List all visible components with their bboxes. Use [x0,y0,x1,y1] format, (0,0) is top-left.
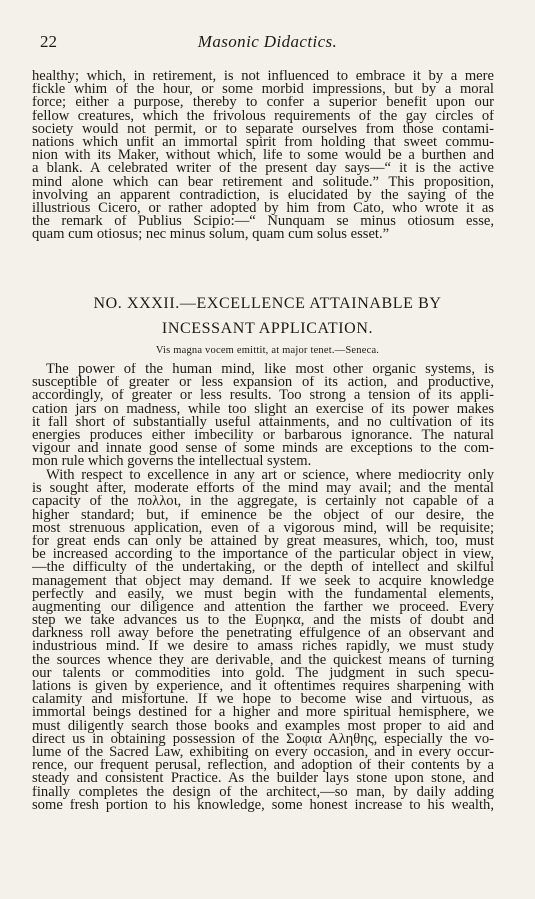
text-line: energies produces either imbecility or barbarous ignorance. The natural [32,428,494,443]
text-line: nations which unfit an immortal spirit from holding that sweet commu- [32,135,494,150]
text-line: force; either a purpose, thereby to confer a superior benefit upon our [32,96,494,110]
continued-paragraph [32,70,494,241]
text-line: With respect to excellence in any art or science, where mediocrity only [46,469,494,483]
text-line: society would not permit, or to separate ourselves from those contami- [32,122,494,136]
text-line: rence, our frequent perusal, reflection, and adoption of their contents by a [32,759,494,773]
text-line: mind alone which can bear retirement and solitude.” This proposition, [32,175,494,189]
text-line: calamity and misfortune. If we hope to become wise and virtuous, as [32,693,494,707]
text-line: industrious mind. If we desire to amass riches rapidly, we must study [32,640,494,654]
section-heading-line-2: INCESSANT APPLICATION. [161,320,374,337]
text-line: most strenuous application, even of a vigorous mind, will be requisite; [32,521,494,535]
text-line: a blank. A celebrated writer of the present day says—“ it is the active [32,162,494,176]
epigraph: Vis magna vocem emittit, at major tenet.—Seneca. [155,345,380,356]
text-line: fickle whim of the hour, or some morbid impressions, but by a moral [32,83,494,97]
text-line: —the difficulty of the undertaking, or the depth of intellect and skilful [32,561,494,575]
text-line: vigour and innate good sense of some minds are exceptions to the com- [32,442,494,456]
text-line: the remark of Publius Scipio:—“ Nunquam se minus otiosum esse, [32,215,494,229]
text-line: the sources whence they are derivable, and the quickest means of turning [32,653,494,667]
text-line: higher standard; but, if eminence be the object of our desire, the [32,508,494,522]
text-line: illustrious Cicero, or rather adopted by him from Cato, who wrote it as [32,201,494,216]
text-line: immortal beings destined for a higher and more spiritual hemisphere, we [32,706,494,720]
text-line: healthy; which, in retirement, is not influenced to embrace it by a mere [32,70,494,84]
text-line: capacity of the πολλοι, in the aggregate, is certainly not capable of a [32,495,494,509]
text-line: our talents or commodities into gold. The judgment in such specu- [32,666,494,680]
text-line: finally completes the design of the architect,—so man, by daily adding [32,785,494,799]
text-line: direct us in obtaining possession of the Σοφια Αληθης, especially the vo- [32,732,494,746]
text-line: susceptible of greater or less expansion of its action, and productive, [32,376,494,390]
text-line: quam cum otiosus; nec minus solum, quam cum solus esset.” [32,228,390,242]
text-line: lume of the Sacred Law, exhibiting on every occasion, and in every occur- [32,745,494,760]
paragraph-1 [32,363,494,469]
text-line: is sought after, moderate efforts of the mind may avail; and the mental [32,482,494,496]
text-line: nion with its Maker, without which, life to some would be a burthen and [32,149,494,163]
paragraph-2 [32,469,494,812]
page-header [40,32,495,54]
text-line: management that object may demand. If we seek to acquire knowledge [32,574,494,588]
text-line: The power of the human mind, like most other organic systems, is [46,363,494,377]
text-line: mon rule which governs the intellectual system. [32,455,312,469]
text-line: lations is given by experience, and it oftentimes requires sharpening with [32,680,494,694]
text-line: some fresh portion to his knowledge, some honest increase to his wealth, [32,798,494,812]
text-line: fellow creatures, which the frivolous requirements of the gay circles of [32,109,494,123]
text-line: involving an apparent contradiction, is elucidated by the saying of the [32,188,494,202]
text-line: perfectly and easily, we must begin with the fundamental elements, [32,587,494,601]
text-line: must diligently search those books and examples most proper to aid and [32,719,494,733]
section-heading-line-1: NO. XXXII.—EXCELLENCE ATTAINABLE BY [93,295,442,312]
text-line: augmenting our diligence and attention the farther we proceed. Every [32,600,494,615]
text-line: step we take advances us to the Ευρηκα, and the mists of doubt and [32,614,494,628]
text-line: accordingly, of greater or less results. Too strong a tension of its appli- [32,389,494,403]
running-title: Masonic Didactics. [197,32,338,51]
text-line: steady and consistent Practice. As the builder lays stone upon stone, and [32,772,494,786]
text-line: be increased according to the importance of the particular object in view, [32,548,494,562]
text-line: cation jars on madness, while too slight an exercise of its power makes [32,402,494,416]
text-line: darkness roll away before the penetrating effulgence of an observant and [32,627,494,641]
page-number: 22 [40,32,57,51]
text-line: for great ends can only be attained by great measures, which, too, must [32,534,494,549]
text-line: it fall short of substantially useful attainments, and no cultivation of its [32,415,494,429]
